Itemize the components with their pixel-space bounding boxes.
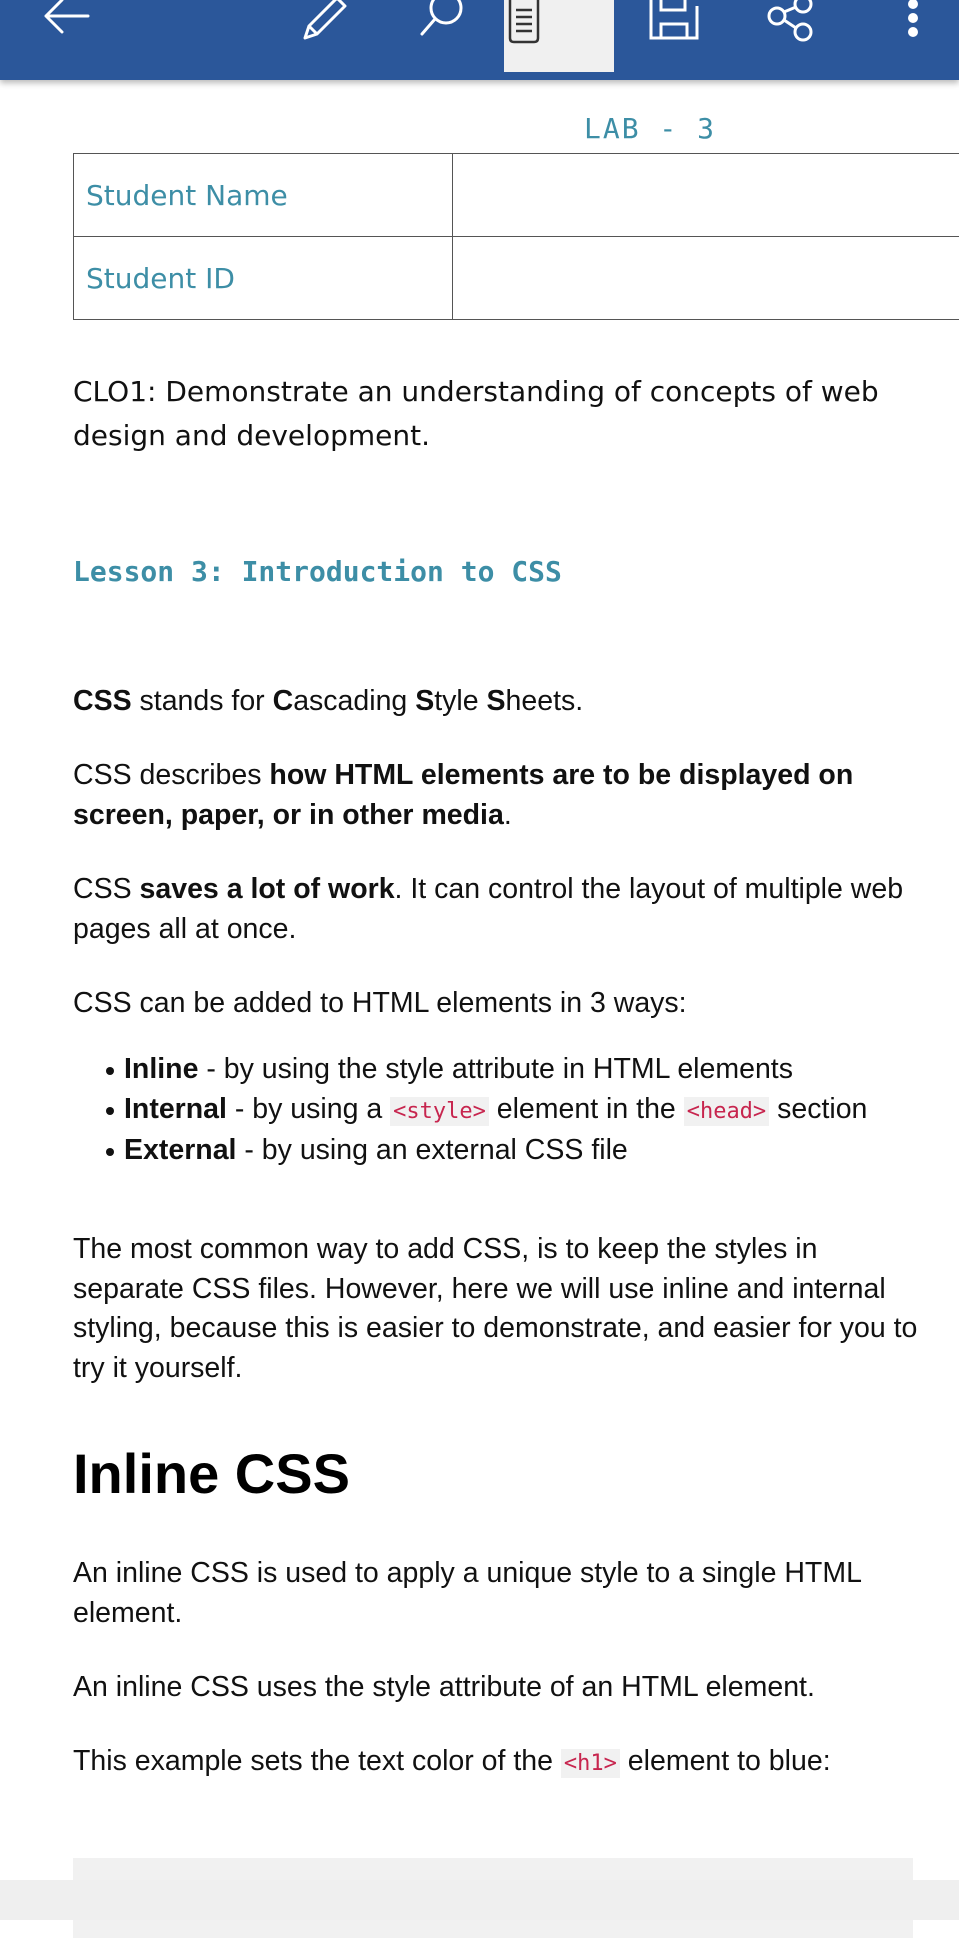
bold-text: External xyxy=(124,1134,236,1166)
reading-view-button[interactable] xyxy=(504,0,614,72)
text-run: . It can control the layout of multiple web pages all at once. xyxy=(73,873,903,945)
back-arrow-icon xyxy=(36,0,96,40)
list-item xyxy=(104,1131,924,1171)
text-run: - by using the style attribute in HTML elements xyxy=(198,1053,793,1085)
lab-title: LAB - 3 xyxy=(0,112,959,145)
text-run: - by using a xyxy=(227,1093,390,1125)
lesson-heading: Lesson 3: Introduction to CSS xyxy=(73,555,562,588)
back-button[interactable] xyxy=(28,0,98,72)
save-icon xyxy=(647,0,703,48)
text-run: stands for xyxy=(132,685,273,717)
css-ways-list xyxy=(104,1050,924,1171)
text-run: section xyxy=(769,1093,867,1125)
bold-text: S xyxy=(415,685,434,717)
inline-css-paragraph-1: An inline CSS is used to apply a unique style to a single HTML element. xyxy=(73,1554,923,1633)
inline-css-paragraph-2: An inline CSS uses the style attribute of an HTML element. xyxy=(73,1668,923,1708)
bold-text: saves a lot of work xyxy=(140,873,395,905)
css-definition-paragraph xyxy=(73,682,923,722)
search-button[interactable] xyxy=(405,0,475,72)
bold-text: S xyxy=(487,685,506,717)
text-run: CSS describes xyxy=(73,759,269,791)
edit-button[interactable] xyxy=(290,0,360,72)
share-button[interactable] xyxy=(760,0,830,72)
clo-statement: CLO1: Demonstrate an understanding of concepts of web design and development. xyxy=(73,370,893,458)
bold-text: how HTML elements are to be displayed on screen, paper, or in other media xyxy=(73,759,853,831)
student-name-value[interactable] xyxy=(453,154,959,237)
text-run: . xyxy=(504,799,512,831)
inline-css-heading: Inline CSS xyxy=(73,1444,350,1504)
text-run: - by using an external CSS file xyxy=(236,1134,627,1166)
bold-text: C xyxy=(273,685,294,717)
bottom-system-bar xyxy=(0,1880,959,1920)
bold-text: Inline xyxy=(124,1053,198,1085)
student-id-value[interactable] xyxy=(453,237,959,320)
text-run: tyle xyxy=(434,685,486,717)
more-options-button[interactable] xyxy=(890,0,940,72)
inline-css-paragraph-3 xyxy=(73,1742,923,1784)
reading-view-icon xyxy=(504,0,544,46)
css-saves-work-paragraph xyxy=(73,870,923,949)
table-row xyxy=(74,154,959,237)
student-info-table xyxy=(73,153,959,320)
student-id-label: Student ID xyxy=(74,237,453,320)
inline-code: <style> xyxy=(390,1097,489,1126)
table-row xyxy=(74,237,959,320)
css-ways-intro: CSS can be added to HTML elements in 3 ways: xyxy=(73,984,923,1024)
save-button[interactable] xyxy=(642,0,712,72)
common-way-paragraph: The most common way to add CSS, is to keep the styles in separate CSS files. However, here we will use inline and internal styling, because this is easier to demonstrate, and easier for you to try it yourself. xyxy=(73,1230,923,1388)
text-run: CSS xyxy=(73,873,140,905)
text-run: This example sets the text color of the xyxy=(73,1745,561,1777)
text-run: element in the xyxy=(489,1093,684,1125)
more-vertical-icon xyxy=(898,0,928,44)
text-run: heets. xyxy=(506,685,584,717)
bold-text: CSS xyxy=(73,685,132,717)
pen-icon xyxy=(295,0,355,50)
inline-code: <head> xyxy=(684,1097,769,1126)
text-run: ascading xyxy=(293,685,415,717)
app-toolbar xyxy=(0,0,959,80)
share-icon xyxy=(765,0,821,48)
search-icon xyxy=(410,0,470,50)
css-describes-paragraph xyxy=(73,756,923,835)
list-item xyxy=(104,1050,924,1090)
bold-text: Internal xyxy=(124,1093,227,1125)
inline-code: <h1> xyxy=(561,1749,620,1778)
text-run: element to blue: xyxy=(620,1745,831,1777)
student-name-label: Student Name xyxy=(74,154,453,237)
list-item xyxy=(104,1090,924,1132)
